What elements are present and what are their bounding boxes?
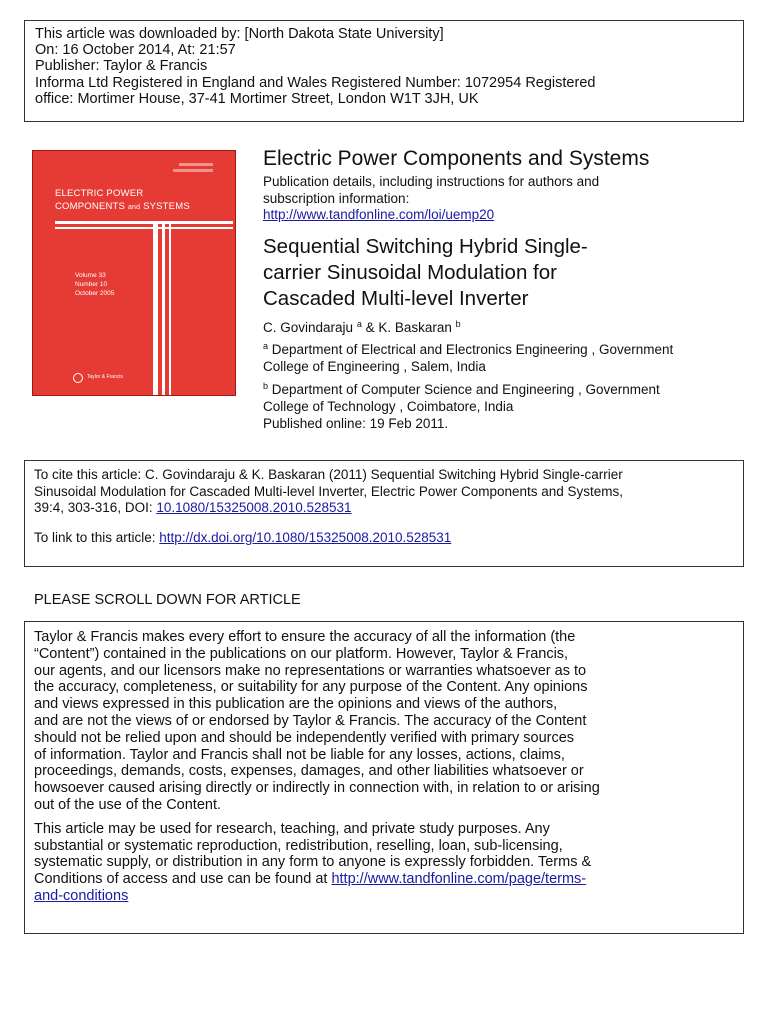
cover-title-word: COMPONENTS [55, 201, 126, 212]
disclaimer-line: systematic supply, or distribution in any form to anyone is expressly forbidden. Terms & [34, 854, 592, 871]
disclaimer-line [34, 871, 734, 888]
download-notice-line: Informa Ltd Registered in England and Wales Registered Number: 1072954 Registered [35, 74, 596, 91]
doi-link[interactable]: 10.1080/15325008.2010.528531 [156, 500, 352, 515]
cover-title [55, 187, 190, 214]
author-separator: & [361, 320, 379, 335]
cover-volume-line: Volume 33 [75, 272, 106, 279]
download-notice-box [24, 20, 744, 122]
disclaimer-line: howsoever caused arising directly or indirectly in connection with, in relation to or arising [34, 780, 600, 797]
cover-title-word: and [127, 204, 141, 211]
article-title-line: carrier Sinusoidal Modulation for [263, 261, 557, 284]
publication-details [263, 174, 599, 224]
disclaimer-line: “Content”) contained in the publications on our platform. However, Taylor & Francis, [34, 645, 569, 662]
disclaimer-text: Conditions of access and use can be found at [34, 871, 332, 888]
link-line [34, 530, 734, 547]
cover-title-line2 [55, 200, 190, 214]
cover-tag-mark [173, 169, 213, 172]
affiliation-marker: b [263, 381, 269, 391]
author-name: K. Baskaran [378, 320, 452, 335]
disclaimer-paragraph [34, 629, 734, 814]
article-title-line: Sequential Switching Hybrid Single- [263, 235, 588, 258]
journal-title: Electric Power Components and Systems [263, 147, 650, 170]
published-date: Published online: 19 Feb 2011. [263, 416, 449, 431]
cover-volume-line: October 2005 [75, 290, 115, 297]
cover-stem [162, 221, 165, 396]
scroll-notice: PLEASE SCROLL DOWN FOR ARTICLE [34, 592, 301, 608]
article-title [263, 234, 588, 312]
cover-stem [153, 221, 158, 396]
affiliation-line: College of Technology , Coimbatore, India [263, 398, 514, 414]
terms-url-link[interactable]: http://www.tandfonline.com/page/terms- [331, 871, 587, 888]
publisher-logo-icon [73, 373, 83, 383]
cover-volume-info [75, 271, 114, 298]
download-notice-line: Publisher: Taylor & Francis [35, 58, 208, 75]
publication-details-line: subscription information: [263, 190, 410, 206]
disclaimer-line: should not be relied upon and should be independently verified with primary sources [34, 729, 575, 746]
spacer [34, 814, 734, 821]
article-doi-url-link[interactable]: http://dx.doi.org/10.1080/15325008.2010.528531 [159, 529, 452, 545]
disclaimer-paragraph [34, 821, 734, 905]
disclaimer-line: and views expressed in this publication are the opinions and views of the authors, [34, 696, 558, 713]
citation-line: Sinusoidal Modulation for Cascaded Multi-level Inverter, Electric Power Components and Systems, [34, 483, 624, 499]
disclaimer-box [24, 621, 744, 934]
disclaimer-line: This article may be used for research, teaching, and private study purposes. Any [34, 820, 550, 837]
affiliation-text: Department of Computer Science and Engineering , Government [271, 382, 660, 397]
disclaimer-line: of information. Taylor and Francis shall not be liable for any losses, actions, claims, [34, 746, 565, 763]
link-label: To link to this article: [34, 529, 160, 545]
affiliation-b [263, 382, 660, 415]
affiliation-a [263, 342, 673, 375]
cover-volume-line: Number 10 [75, 281, 108, 288]
cover-bar [55, 227, 233, 229]
affiliation-line: College of Engineering , Salem, India [263, 358, 486, 374]
author-name: C. Govindaraju [263, 320, 354, 335]
download-notice-line: office: Mortimer House, 37-41 Mortimer Street, London W1T 3JH, UK [35, 90, 479, 107]
disclaimer-line: out of the use of the Content. [34, 796, 222, 813]
journal-url-link[interactable]: http://www.tandfonline.com/loi/uemp20 [263, 207, 495, 222]
journal-cover-image [32, 150, 236, 396]
affiliation-marker: a [263, 341, 269, 351]
author-list [263, 320, 461, 337]
citation-line: To cite this article: C. Govindaraju & K. Baskaran (2011) Sequential Switching Hybrid Single-carrier [34, 467, 623, 482]
disclaimer-line: our agents, and our licensors make no representations or warranties whatsoever as to [34, 662, 587, 679]
download-notice-line: On: 16 October 2014, At: 21:57 [35, 42, 236, 59]
citation-box [24, 460, 744, 567]
affiliation-line [263, 382, 660, 399]
affiliation-text: Department of Electrical and Electronics Engineering , Government [271, 342, 674, 357]
author-affiliation-marker: b [455, 319, 461, 329]
disclaimer-line: proceedings, demands, costs, expenses, damages, and other liabilities whatsoever or [34, 763, 584, 780]
cover-stem [169, 221, 171, 396]
cover-bar [55, 221, 233, 224]
affiliation-line [263, 342, 673, 359]
disclaimer-line: and are not the views of or endorsed by Taylor & Francis. The accuracy of the Content [34, 712, 587, 729]
citation-text: 39:4, 303-316, DOI: [34, 500, 157, 515]
article-title-line: Cascaded Multi-level Inverter [263, 287, 529, 310]
download-notice-line: This article was downloaded by: [North Dakota State University] [35, 26, 444, 42]
spacer [34, 517, 734, 530]
disclaimer-line: the accuracy, completeness, or suitability for any purpose of the Content. Any opinions [34, 679, 588, 696]
disclaimer-line: Taylor & Francis makes every effort to ensure the accuracy of all the information (the [34, 629, 576, 645]
cover-title-line1: ELECTRIC POWER [55, 188, 144, 199]
cover-tag-mark [179, 163, 213, 166]
cover-title-word: SYSTEMS [143, 201, 190, 212]
terms-url-link-continued[interactable]: and-conditions [34, 887, 129, 904]
author-affiliation-marker: a [356, 319, 362, 329]
publication-details-line: Publication details, including instructions for authors and [263, 174, 600, 189]
disclaimer-line: substantial or systematic reproduction, redistribution, reselling, loan, sub-licensing, [34, 837, 563, 854]
cover-publisher-mark: Taylor & Francis [87, 374, 123, 380]
citation-line [34, 500, 734, 517]
